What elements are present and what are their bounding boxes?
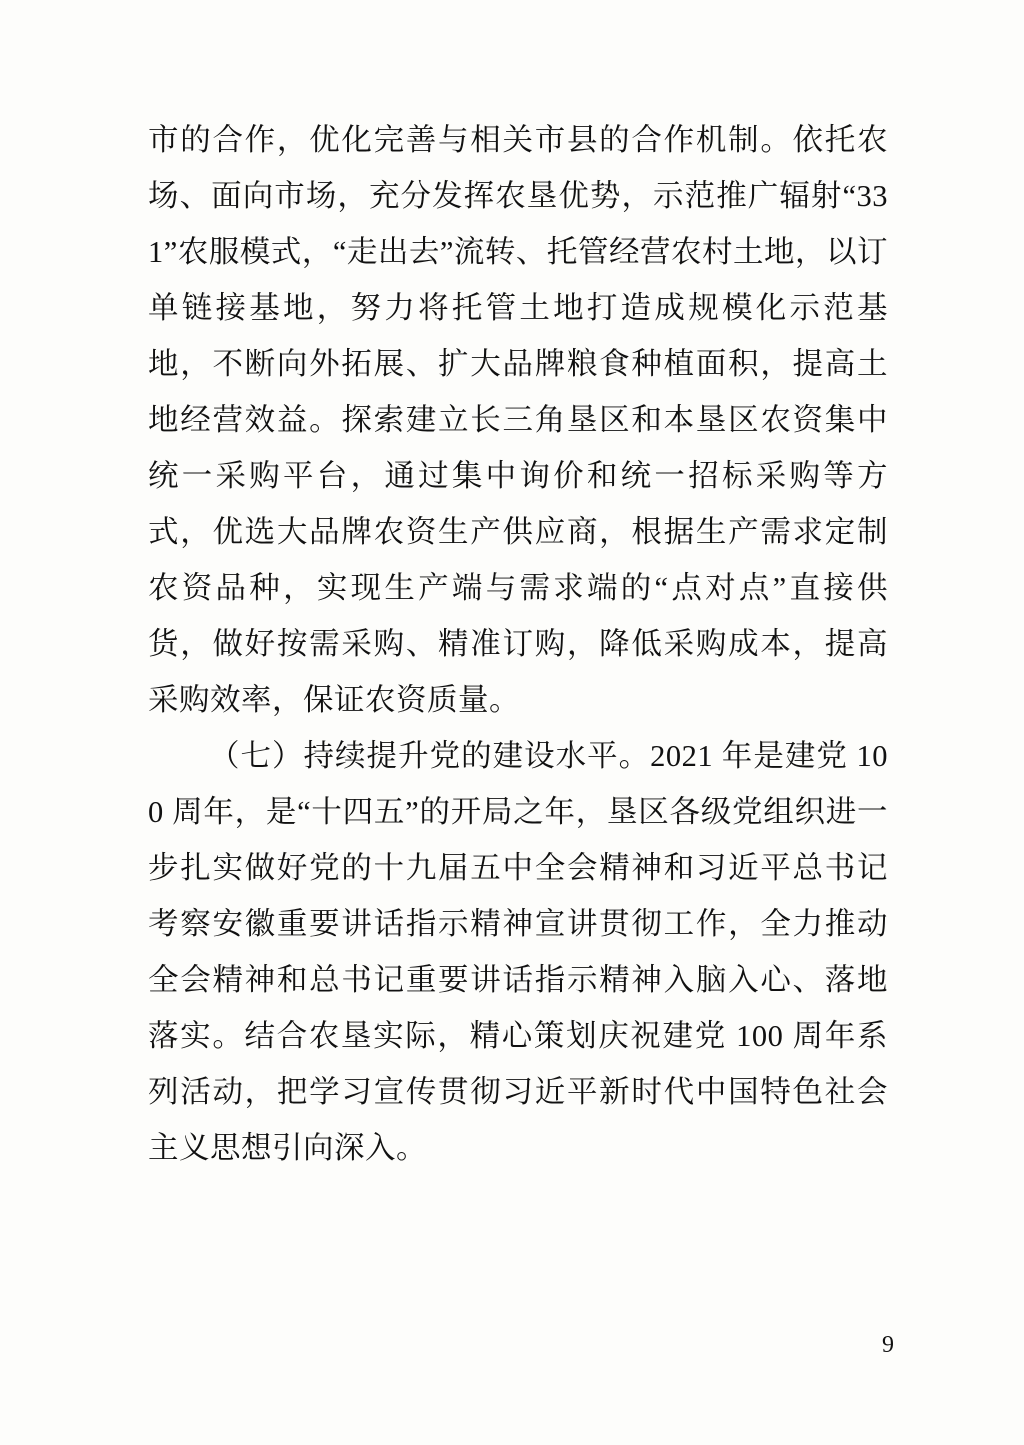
page-body (148, 112, 888, 1176)
paragraph-party-building: （七）持续提升党的建设水平。2021 年是建党 100 周年，是“十四五”的开局之年，垦区各级党组织进一步扎实做好党的十九届五中全会精神和习近平总书记考察安徽重要讲话指示精神宣讲贯彻工作，全力推动全会精神和总书记重要讲话指示精神入脑入心、落地落实。结合农垦实际，精心策划庆祝建党 100 周年系列活动，把学习宣传贯彻习近平新时代中国特色社会主义思想引向深入。 (148, 739, 888, 1165)
page-number: 9 (882, 1332, 894, 1358)
paragraph-cooperation: 市的合作，优化完善与相关市县的合作机制。依托农场、面向市场，充分发挥农垦优势，示范推广辐射“331”农服模式，“走出去”流转、托管经营农村土地，以订单链接基地，努力将托管土地打造成规模化示范基地，不断向外拓展、扩大品牌粮食种植面积，提高土地经营效益。探索建立长三角垦区和本垦区农资集中统一采购平台，通过集中询价和统一招标采购等方式，优选大品牌农资生产供应商，根据生产需求定制农资品种，实现生产端与需求端的“点对点”直接供货，做好按需采购、精准订购，降低采购成本，提高采购效率，保证农资质量。 (148, 123, 888, 717)
